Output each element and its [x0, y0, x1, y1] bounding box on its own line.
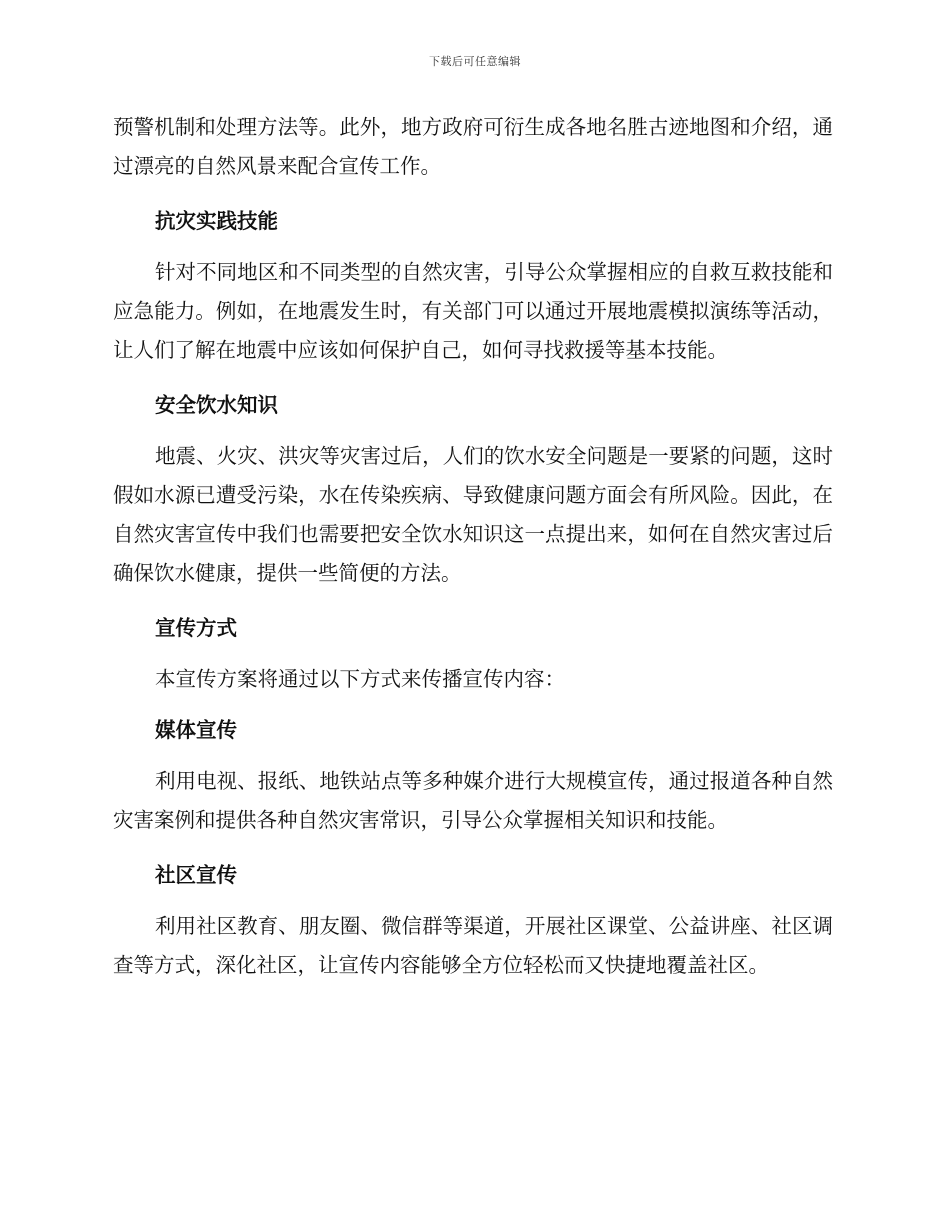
heading-safe-water: 安全饮水知识: [155, 393, 278, 417]
heading-promotion-methods: 宣传方式: [155, 616, 237, 640]
page-header: 下载后可任意编辑: [429, 55, 521, 68]
paragraph-promotion-methods: 本宣传方案将通过以下方式来传播宣传内容：: [155, 667, 565, 691]
paragraph-community-promotion: 利用社区教育、朋友圈、微信群等渠道，开展社区课堂、公益讲座、社区调查等方式，深化社区，让宣传内容能够全方位轻松而又快捷地覆盖社区。: [113, 914, 833, 977]
heading-community-promotion: 社区宣传: [155, 863, 237, 887]
document-body: [113, 108, 833, 985]
heading-media-promotion: 媒体宣传: [155, 718, 237, 742]
paragraph-media-promotion: 利用电视、报纸、地铁站点等多种媒介进行大规模宣传，通过报道各种自然灾害案例和提供各种自然灾害常识，引导公众掌握相关知识和技能。: [113, 769, 833, 832]
paragraph-safe-water: 地震、火灾、洪灾等灾害过后，人们的饮水安全问题是一要紧的问题，这时假如水源已遭受污染，水在传染疾病、导致健康问题方面会有所风险。因此，在自然灾害宣传中我们也需要把安全饮水知识这一点提出来，如何在自然灾害过后确保饮水健康，提供一些简便的方法。: [113, 444, 833, 585]
intro-paragraph: 预警机制和处理方法等。此外，地方政府可衍生成各地名胜古迹地图和介绍，通过漂亮的自然风景来配合宣传工作。: [113, 115, 833, 178]
paragraph-disaster-skills: 针对不同地区和不同类型的自然灾害，引导公众掌握相应的自救互救技能和应急能力。例如，在地震发生时，有关部门可以通过开展地震模拟演练等活动，让人们了解在地震中应该如何保护自己，如何寻找救援等基本技能。: [113, 260, 833, 362]
heading-disaster-skills: 抗灾实践技能: [155, 209, 278, 233]
